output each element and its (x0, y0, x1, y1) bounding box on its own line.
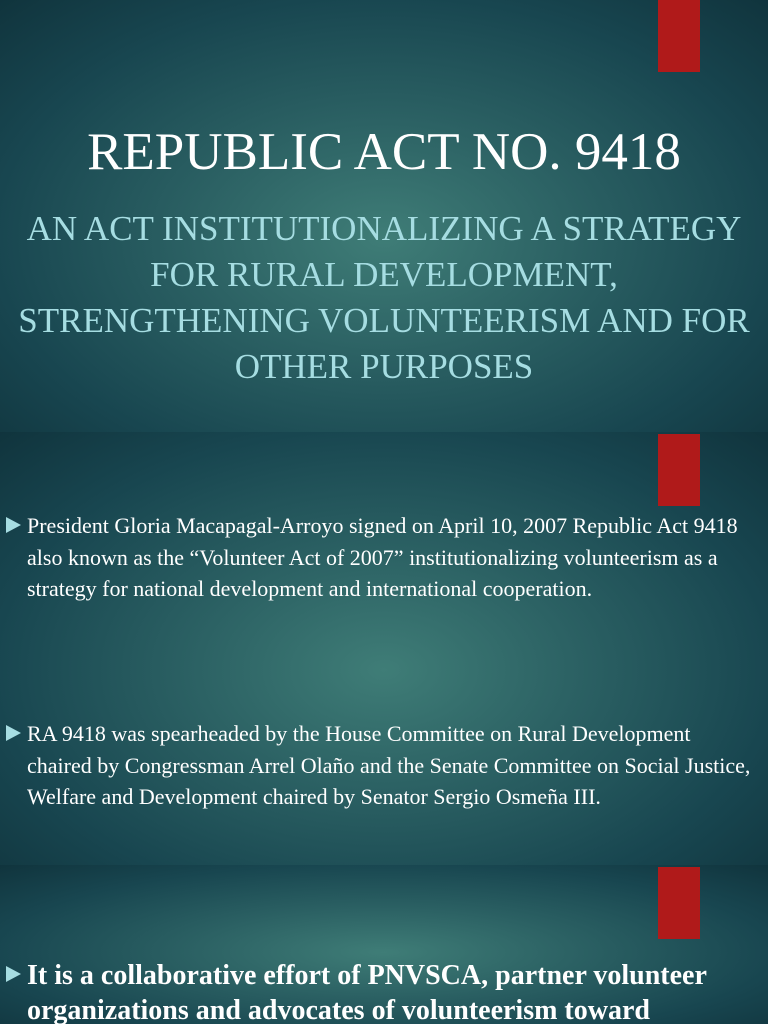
accent-bar (658, 0, 700, 72)
bullet-text: RA 9418 was spearheaded by the House Committee on Rural Development chaired by Congressman Arrel Olaño and the Senate Committee on Social Justice, Welfare and Development chaired by Senator Sergio Osmeña III. (27, 721, 751, 809)
accent-bar (658, 867, 700, 939)
slide-1 (0, 0, 768, 432)
slide-2 (0, 432, 768, 865)
slide-3 (0, 865, 768, 1024)
bullet-item (6, 718, 760, 813)
slide-subtitle: AN ACT INSTITUTIONALIZING A STRATEGY FOR RURAL DEVELOPMENT, STRENGTHENING VOLUNTEERISM AND FOR OTHER PURPOSES (18, 209, 750, 386)
bullet-item (6, 510, 760, 605)
bullet-arrow-icon (6, 517, 21, 533)
accent-bar (658, 434, 700, 506)
bullet-arrow-icon (6, 725, 21, 741)
slide-title: REPUBLIC ACT NO. 9418 (87, 123, 681, 181)
bullet-text: It is a collaborative effort of PNVSCA, partner volunteer organizations and advocates of volunteerism toward (27, 960, 707, 1024)
bullet-item (6, 958, 760, 1024)
bullet-arrow-icon (6, 966, 21, 982)
bullet-text: President Gloria Macapagal-Arroyo signed on April 10, 2007 Republic Act 9418 also known as the “Volunteer Act of 2007” institutionalizing volunteerism as a strategy for national development and international cooperation. (27, 513, 738, 601)
